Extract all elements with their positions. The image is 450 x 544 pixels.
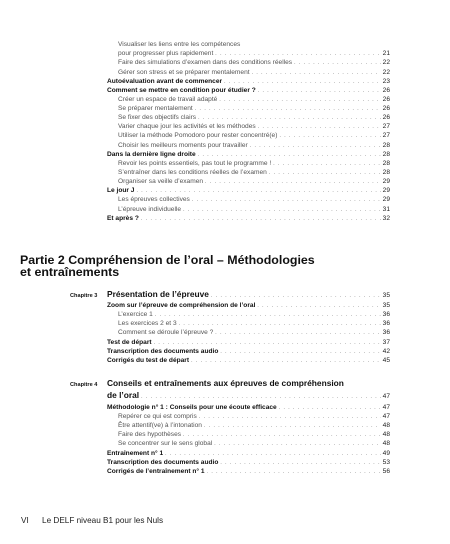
toc-entry-label: Corrigés du test de départ bbox=[107, 357, 190, 364]
toc-entry-page: 37 bbox=[382, 339, 390, 346]
toc-entry-page: 45 bbox=[382, 357, 390, 364]
part-title bbox=[20, 254, 420, 278]
toc-entry-label: Varier chaque jour les activités et les méthodes bbox=[118, 123, 256, 130]
toc-entry-page: 26 bbox=[382, 105, 390, 112]
dot-leader bbox=[141, 215, 381, 224]
toc-entry bbox=[118, 205, 390, 214]
toc-entry-label: Méthodologie n° 1 : Conseils pour une écoute efficace bbox=[107, 404, 277, 411]
toc-entry-page: 36 bbox=[382, 320, 390, 327]
dot-leader bbox=[211, 292, 381, 301]
toc-entry-page: 27 bbox=[382, 123, 390, 130]
toc-entry-page: 23 bbox=[382, 78, 390, 85]
toc-entry bbox=[118, 319, 390, 328]
toc-entry-label: Comment se déroule l’épreuve ? bbox=[118, 329, 214, 336]
toc-entry bbox=[118, 95, 390, 104]
toc-entry bbox=[118, 104, 390, 113]
part-title-line2: et entraînements bbox=[20, 265, 120, 279]
toc-entry bbox=[118, 168, 390, 177]
toc-entry-page: 26 bbox=[382, 114, 390, 121]
toc-entry-label: Se concentrer sur le sens global bbox=[118, 440, 213, 447]
toc-entry-label: Être attentif(ve) à l’intonation bbox=[118, 422, 202, 429]
toc-entry-label: Transcription des documents audio bbox=[107, 459, 219, 466]
toc-entry-page: 48 bbox=[382, 440, 390, 447]
toc-entry-label: Créer un espace de travail adapté bbox=[118, 96, 218, 103]
toc-entry-page: 26 bbox=[382, 96, 390, 103]
toc-entry-label: Faire des simulations d’examen dans des conditions réelles bbox=[118, 59, 293, 66]
toc-entry bbox=[107, 77, 390, 86]
toc-entry bbox=[107, 86, 390, 95]
toc-entry-label: L’épreuve individuelle bbox=[118, 206, 182, 213]
toc-entry-page: 49 bbox=[382, 450, 390, 457]
toc-entry-page: 48 bbox=[382, 431, 390, 438]
toc-entry-page: 22 bbox=[382, 59, 390, 66]
toc-entry-page: 26 bbox=[382, 87, 390, 94]
toc-entry bbox=[118, 421, 390, 430]
toc-entry-page: 42 bbox=[382, 348, 390, 355]
toc-entry-page: 47 bbox=[382, 413, 390, 420]
dot-leader bbox=[215, 329, 380, 338]
toc-entry-page: 28 bbox=[382, 160, 390, 167]
toc-entry bbox=[107, 301, 390, 310]
toc-entry-page: 29 bbox=[382, 178, 390, 185]
toc-entry bbox=[118, 49, 390, 58]
toc-entry bbox=[118, 412, 390, 421]
toc-entry-page: 32 bbox=[382, 215, 390, 222]
toc-entry-label: Choisir les meilleurs moments pour travailler bbox=[118, 142, 248, 149]
toc-entry-page: 22 bbox=[382, 69, 390, 76]
toc-entry bbox=[118, 430, 390, 439]
toc-entry-page: 29 bbox=[382, 196, 390, 203]
toc-entry-page: 28 bbox=[382, 151, 390, 158]
dot-leader bbox=[141, 393, 381, 402]
dot-leader bbox=[294, 59, 381, 68]
toc-entry-label: Entraînement n° 1 bbox=[107, 450, 164, 457]
toc-entry-page: 27 bbox=[382, 132, 390, 139]
toc-entry-page: 47 bbox=[382, 393, 390, 400]
toc-entry bbox=[118, 68, 390, 77]
toc-entry bbox=[107, 391, 390, 400]
toc-entry bbox=[118, 310, 390, 319]
dot-leader bbox=[207, 468, 381, 477]
toc-entry-label: Utiliser la méthode Pomodoro pour rester concentré(e) bbox=[118, 132, 278, 139]
toc-entry bbox=[107, 338, 390, 347]
dot-leader bbox=[191, 357, 381, 366]
toc-entry bbox=[107, 449, 390, 458]
toc-entry-page: 21 bbox=[382, 50, 390, 57]
toc-entry-label: Visualiser les liens entre les compétences bbox=[118, 41, 241, 48]
toc-entry-page: 31 bbox=[382, 206, 390, 213]
toc-entry bbox=[118, 159, 390, 168]
toc-entry-label: Présentation de l’épreuve bbox=[107, 289, 209, 299]
toc-entry-page: 29 bbox=[382, 187, 390, 194]
chapter-4-label: Chapitre 4 bbox=[70, 382, 98, 388]
toc-entry-page: 53 bbox=[382, 459, 390, 466]
toc-entry-label: S’entraîner dans les conditions réelles de l’examen bbox=[118, 169, 267, 176]
toc-entry-page: 36 bbox=[382, 329, 390, 336]
toc-entry bbox=[118, 177, 390, 186]
chapter-4-title bbox=[107, 379, 390, 388]
chapter-3-label: Chapitre 3 bbox=[70, 293, 98, 299]
toc-entry-page: 28 bbox=[382, 169, 390, 176]
toc-entry bbox=[118, 131, 390, 140]
toc-entry-label: Revoir les points essentiels, pas tout le programme ! bbox=[118, 160, 272, 167]
toc-entry-page: 47 bbox=[382, 404, 390, 411]
toc-entry bbox=[107, 467, 390, 476]
toc-entry bbox=[107, 347, 390, 356]
toc-entry bbox=[118, 195, 390, 204]
toc-entry bbox=[118, 58, 390, 67]
toc-entry-label: Et après ? bbox=[107, 215, 139, 222]
toc-entry-label: Organiser sa veille d’examen bbox=[118, 178, 204, 185]
toc-entry-page: 56 bbox=[382, 468, 390, 475]
toc-entry-label: Le jour J bbox=[107, 187, 135, 194]
toc-entry-label: Repérer ce qui est compris bbox=[118, 413, 197, 420]
toc-entry-label: Se préparer mentalement bbox=[118, 105, 193, 112]
dot-leader bbox=[192, 196, 381, 205]
toc-entry-label: Autoévaluation avant de commencer bbox=[107, 78, 223, 85]
toc-entry-label: pour progresser plus rapidement bbox=[118, 50, 214, 57]
toc-entry bbox=[118, 141, 390, 150]
toc-entry bbox=[107, 214, 390, 223]
toc-entry bbox=[118, 439, 390, 448]
toc-entry bbox=[107, 150, 390, 159]
toc-entry bbox=[107, 356, 390, 365]
toc-entry bbox=[107, 186, 390, 195]
toc-entry-label: de l’oral bbox=[107, 390, 140, 400]
toc-entry-page: 48 bbox=[382, 422, 390, 429]
toc-entry-label: L’exercice 1 bbox=[118, 311, 153, 318]
toc-entry-label: Test de départ bbox=[107, 339, 152, 346]
toc-entry-label: Les épreuves collectives bbox=[118, 196, 190, 203]
page-footer bbox=[21, 516, 163, 525]
toc-entry-label: Faire des hypothèses bbox=[118, 431, 182, 438]
toc-entry bbox=[118, 122, 390, 131]
toc-entry-page: 36 bbox=[382, 311, 390, 318]
toc-entry-label: Se fixer des objectifs clairs bbox=[118, 114, 197, 121]
toc-entry bbox=[107, 403, 390, 412]
toc-entry-page: 28 bbox=[382, 142, 390, 149]
dot-leader bbox=[214, 440, 380, 449]
toc-entry-label: Corrigés de l’entraînement n° 1 bbox=[107, 468, 205, 475]
page-number: VI bbox=[21, 516, 29, 525]
toc-entry-label: Comment se mettre en condition pour étudier ? bbox=[107, 87, 256, 94]
toc-entry-page: 35 bbox=[382, 302, 390, 309]
toc-entry bbox=[107, 290, 390, 299]
dot-leader bbox=[279, 132, 380, 141]
part-title-line1: Partie 2 Compréhension de l’oral – Méthodologies bbox=[20, 253, 315, 267]
book-title: Le DELF niveau B1 pour les Nuls bbox=[42, 516, 164, 525]
toc-entry bbox=[118, 328, 390, 337]
toc-entry bbox=[107, 458, 390, 467]
toc-entry-label: Les exercices 2 et 3 bbox=[118, 320, 177, 327]
toc-entry-label: Transcription des documents audio bbox=[107, 348, 219, 355]
toc-entry-label: Dans la dernière ligne droite bbox=[107, 151, 196, 158]
toc-entry bbox=[118, 40, 390, 49]
toc-entry-label: Gérer son stress et se préparer mentalement bbox=[118, 69, 250, 76]
toc-entry bbox=[118, 113, 390, 122]
toc-entry-page: 35 bbox=[382, 292, 390, 299]
toc-entry-label: Zoom sur l’épreuve de compréhension de l’oral bbox=[107, 302, 256, 309]
chapter-4-title-line1: Conseils et entraînements aux épreuves de compréhension bbox=[107, 378, 344, 388]
